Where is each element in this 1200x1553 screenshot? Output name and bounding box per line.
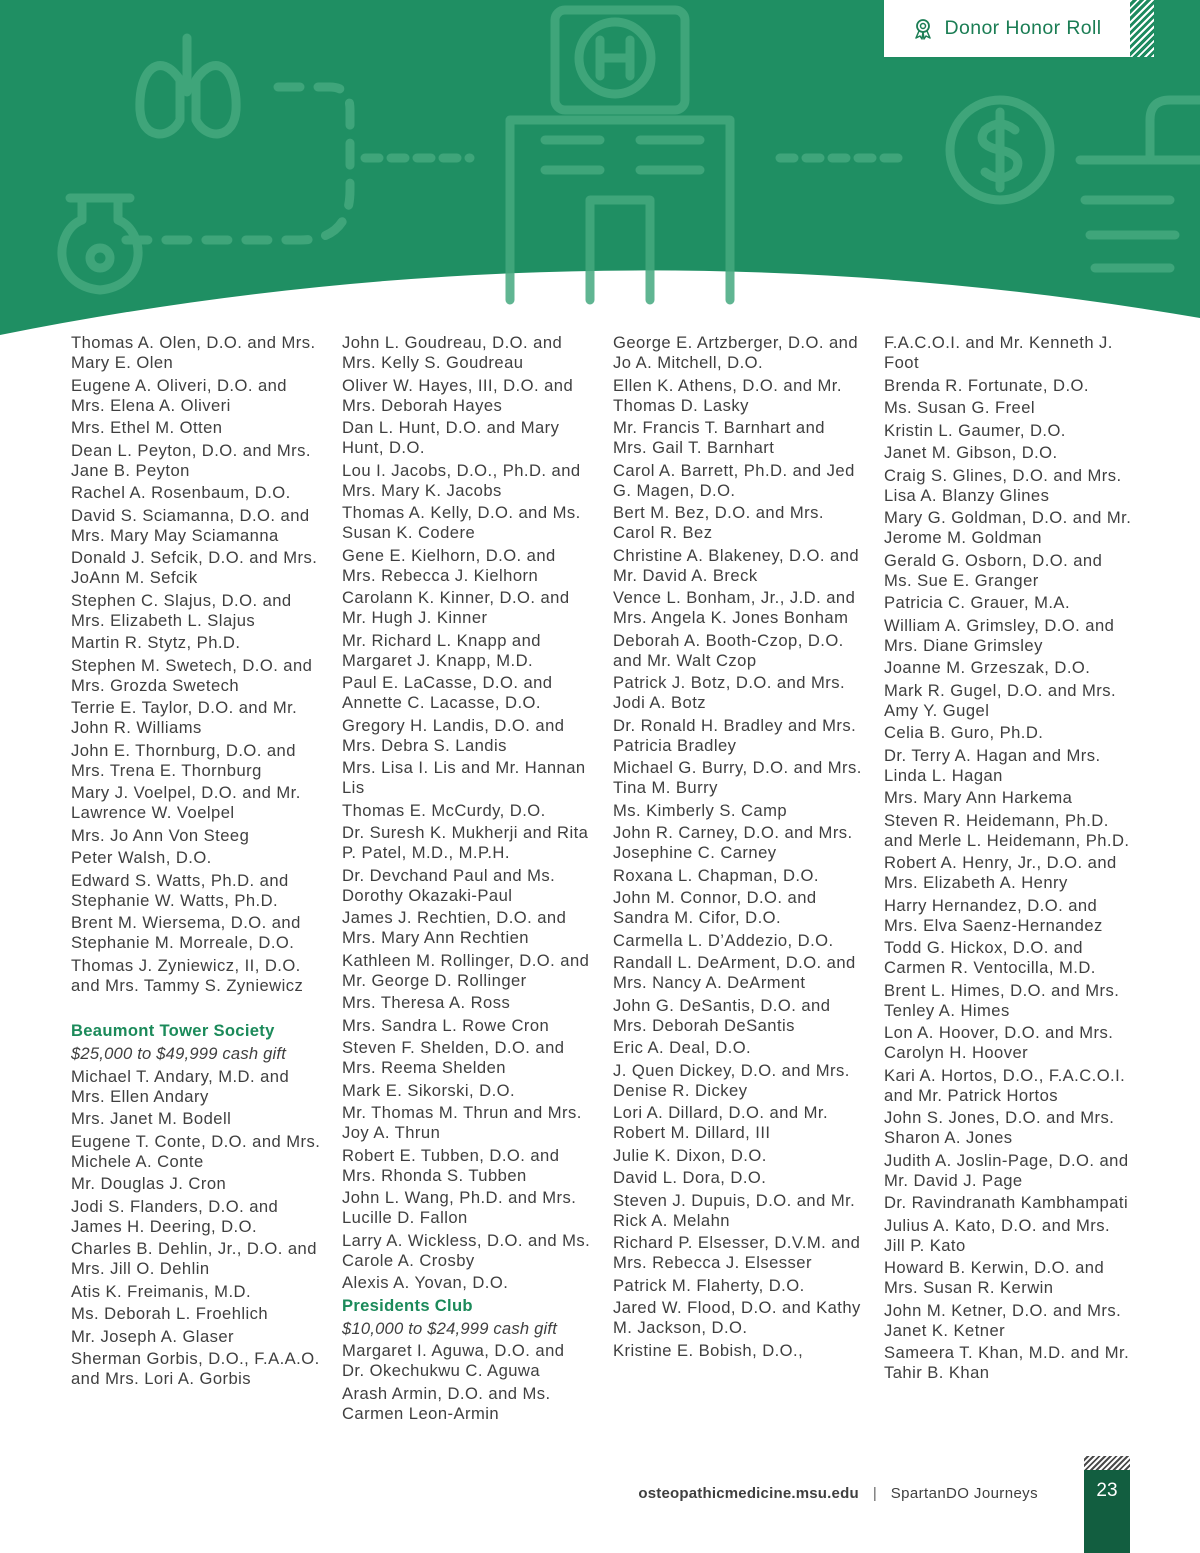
donor-entry: Mr. Francis T. Barnhart and Mrs. Gail T. Barnhart: [613, 418, 825, 457]
donor-entry: Mark E. Sikorski, D.O.: [342, 1080, 516, 1100]
donor-entry: Dan L. Hunt, D.O. and Mary Hunt, D.O.: [342, 418, 560, 457]
donor-entry: Larry A. Wickless, D.O. and Ms. Carole A. Crosby: [342, 1230, 591, 1270]
footer-separator: |: [872, 1484, 877, 1502]
donor-entry: Lou I. Jacobs, D.O., Ph.D. and Mrs. Mary K. Jacobs: [342, 460, 581, 500]
donor-entry: Brent L. Himes, D.O. and Mrs. Tenley A. Himes: [884, 980, 1120, 1020]
donor-entry: Mrs. Theresa A. Ross: [342, 993, 511, 1012]
donor-entry: Ellen K. Athens, D.O. and Mr. Thomas D. Lasky: [613, 375, 842, 415]
donor-entry: Bert M. Bez, D.O. and Mrs. Carol R. Bez: [613, 503, 824, 542]
donor-entry: Patrick J. Botz, D.O. and Mrs. Jodi A. Botz: [613, 673, 846, 712]
donor-entry: Terrie E. Taylor, D.O. and Mr. John R. Williams: [71, 698, 298, 737]
donor-entry: Mr. Richard L. Knapp and Margaret J. Knapp, M.D.: [342, 630, 541, 670]
donor-list: [71, 333, 1141, 1433]
donor-entry: Randall L. DeArment, D.O. and Mrs. Nancy A. DeArment: [613, 953, 856, 992]
donor-entry: Dr. Devchand Paul and Ms. Dorothy Okazaki-Paul: [342, 865, 556, 905]
donor-entry: Howard B. Kerwin, D.O. and Mrs. Susan R. Kerwin: [884, 1258, 1105, 1297]
donor-entry: Dr. Suresh K. Mukherji and Rita P. Patel, M.D., M.P.H.: [342, 823, 589, 862]
donor-entry: Gregory H. Landis, D.O. and Mrs. Debra S. Landis: [342, 715, 565, 755]
donor-entry: Julie K. Dixon, D.O.: [613, 1145, 767, 1165]
donor-entry: Gerald G. Osborn, D.O. and Ms. Sue E. Granger: [884, 550, 1103, 590]
donor-entry: Patricia C. Grauer, M.A.: [884, 593, 1071, 612]
donor-entry: Alexis A. Yovan, D.O.: [342, 1273, 509, 1292]
donor-entry: Martin R. Stytz, Ph.D.: [71, 633, 241, 652]
donor-entry: Harry Hernandez, D.O. and Mrs. Elva Saenz-Hernandez: [884, 895, 1103, 935]
column-1: [71, 333, 321, 1392]
donor-entry: Charles B. Dehlin, Jr., D.O. and Mrs. Jill O. Dehlin: [71, 1239, 317, 1278]
donor-entry: Ms. Deborah L. Froehlich: [71, 1304, 269, 1323]
donor-entry: Lon A. Hoover, D.O. and Mrs. Carolyn H. Hoover: [884, 1023, 1114, 1062]
donor-entry: Thomas E. McCurdy, D.O.: [342, 800, 546, 820]
donor-entry: Thomas J. Zyniewicz, II, D.O. and Mrs. Tammy S. Zyniewicz: [71, 955, 304, 995]
donor-entry: Richard P. Elsesser, D.V.M. and Mrs. Rebecca J. Elsesser: [613, 1233, 861, 1272]
donor-entry: Gene E. Kielhorn, D.O. and Mrs. Rebecca J. Kielhorn: [342, 545, 556, 585]
donor-entry: Donald J. Sefcik, D.O. and Mrs. JoAnn M. Sefcik: [71, 548, 318, 587]
donor-entry: Atis K. Freimanis, M.D.: [71, 1281, 251, 1301]
donor-entry: Mark R. Gugel, D.O. and Mrs. Amy Y. Gugel: [884, 680, 1117, 720]
donor-entry: Mrs. Sandra L. Rowe Cron: [342, 1015, 550, 1035]
donor-entry: John R. Carney, D.O. and Mrs. Josephine C. Carney: [613, 823, 853, 862]
donor-entry: Sameera T. Khan, M.D. and Mr. Tahir B. Khan: [884, 1343, 1130, 1382]
donor-entry: Mrs. Janet M. Bodell: [71, 1109, 232, 1128]
award-ribbon-icon: [912, 18, 934, 40]
donor-entry: Sherman Gorbis, D.O., F.A.A.O. and Mrs. Lori A. Gorbis: [71, 1349, 320, 1388]
donor-entry: Kathleen M. Rollinger, D.O. and Mr. George D. Rollinger: [342, 950, 590, 990]
donor-entry: Ms. Susan G. Freel: [884, 398, 1036, 417]
giving-level-range: $25,000 to $49,999 cash gift: [71, 1044, 287, 1063]
donor-entry: Patrick M. Flaherty, D.O.: [613, 1275, 805, 1295]
page-number: 23: [1096, 1480, 1118, 1501]
donor-entry: Carol A. Barrett, Ph.D. and Jed G. Magen, D.O.: [613, 460, 855, 500]
donor-entry: Rachel A. Rosenbaum, D.O.: [71, 483, 291, 502]
donor-entry: Stephen C. Slajus, D.O. and Mrs. Elizabeth L. Slajus: [71, 590, 292, 630]
donor-entry: Julius A. Kato, D.O. and Mrs. Jill P. Kato: [884, 1215, 1111, 1255]
donor-entry: David L. Dora, D.O.: [613, 1168, 767, 1187]
donor-entry: Mary J. Voelpel, D.O. and Mr. Lawrence W. Voelpel: [71, 783, 301, 822]
donor-entry: Dr. Ravindranath Kambhampati: [884, 1193, 1129, 1212]
donor-entry: Brenda R. Fortunate, D.O.: [884, 375, 1089, 395]
donor-entry: Christine A. Blakeney, D.O. and Mr. David A. Breck: [613, 545, 860, 585]
donor-entry: George E. Artzberger, D.O. and Jo A. Mitchell, D.O.: [613, 333, 859, 372]
donor-entry: Paul E. LaCasse, D.O. and Annette C. Lacasse, D.O.: [342, 673, 553, 712]
donor-entry: Kristine E. Bobish, D.O.,: [613, 1340, 804, 1360]
page-hatch-decoration: [1084, 1456, 1130, 1470]
tab-hatch-decoration: [1130, 0, 1154, 57]
donor-entry: Oliver W. Hayes, III, D.O. and Mrs. Deborah Hayes: [342, 375, 574, 415]
column-4: [884, 333, 1134, 1386]
donor-entry: Mrs. Ethel M. Otten: [71, 418, 223, 437]
donor-entry: Dr. Terry A. Hagan and Mrs. Linda L. Hagan: [884, 745, 1101, 785]
donor-entry: Celia B. Guro, Ph.D.: [884, 723, 1044, 742]
donor-entry: Joanne M. Grzeszak, D.O.: [884, 658, 1091, 677]
giving-level-range: $10,000 to $24,999 cash gift: [342, 1318, 558, 1338]
donor-entry: Craig S. Glines, D.O. and Mrs. Lisa A. Blanzy Glines: [884, 465, 1122, 505]
donor-entry: Kari A. Hortos, D.O., F.A.C.O.I. and Mr. Patrick Hortos: [884, 1065, 1126, 1105]
donor-entry: Eric A. Deal, D.O.: [613, 1038, 752, 1057]
donor-entry: Mrs. Jo Ann Von Steeg: [71, 825, 250, 845]
donor-entry: F.A.C.O.I. and Mr. Kenneth J. Foot: [884, 333, 1113, 372]
giving-level-heading: Beaumont Tower Society: [71, 1021, 275, 1040]
donor-entry: Steven R. Heidemann, Ph.D. and Merle L. Heidemann, Ph.D.: [884, 810, 1130, 850]
page-number-box: [1084, 1470, 1130, 1553]
donor-entry: Mr. Douglas J. Cron: [71, 1174, 227, 1193]
donor-entry: Jared W. Flood, D.O. and Kathy M. Jackson, D.O.: [613, 1298, 861, 1337]
donor-entry: Eugene A. Oliveri, D.O. and Mrs. Elena A. Oliveri: [71, 375, 287, 415]
donor-entry: Roxana L. Chapman, D.O.: [613, 865, 819, 885]
donor-entry: David S. Sciamanna, D.O. and Mrs. Mary May Sciamanna: [71, 505, 310, 545]
donor-entry: Peter Walsh, D.O.: [71, 848, 212, 867]
donor-entry: Janet M. Gibson, D.O.: [884, 443, 1058, 462]
donor-entry: Todd G. Hickox, D.O. and Carmen R. Ventocilla, M.D.: [884, 938, 1096, 977]
section-tab: [884, 0, 1130, 57]
donor-entry: Mr. Thomas M. Thrun and Mrs. Joy A. Thrun: [342, 1103, 582, 1142]
donor-entry: Ms. Kimberly S. Camp: [613, 800, 788, 820]
donor-entry: Robert A. Henry, Jr., D.O. and Mrs. Elizabeth A. Henry: [884, 853, 1117, 892]
donor-entry: Robert E. Tubben, D.O. and Mrs. Rhonda S. Tubben: [342, 1145, 560, 1185]
donor-entry: John L. Goudreau, D.O. and Mrs. Kelly S. Goudreau: [342, 333, 563, 372]
donor-entry: John M. Connor, D.O. and Sandra M. Cifor, D.O.: [613, 888, 817, 927]
donor-entry: Lori A. Dillard, D.O. and Mr. Robert M. Dillard, III: [613, 1103, 829, 1142]
donor-entry: Michael G. Burry, D.O. and Mrs. Tina M. Burry: [613, 758, 862, 797]
donor-entry: Mrs. Mary Ann Harkema: [884, 788, 1073, 807]
donor-entry: Deborah A. Booth-Czop, D.O. and Mr. Walt Czop: [613, 630, 844, 670]
donor-entry: Carmella L. D’Addezio, D.O.: [613, 930, 834, 950]
donor-entry: Arash Armin, D.O. and Ms. Carmen Leon-Armin: [342, 1383, 551, 1423]
donor-entry: William A. Grimsley, D.O. and Mrs. Diane Grimsley: [884, 615, 1115, 655]
donor-entry: Jodi S. Flanders, D.O. and James H. Deering, D.O.: [71, 1196, 279, 1236]
donor-entry: John G. DeSantis, D.O. and Mrs. Deborah DeSantis: [613, 995, 831, 1035]
donor-entry: Brent M. Wiersema, D.O. and Stephanie M. Morreale, D.O.: [71, 913, 301, 952]
donor-entry: Mary G. Goldman, D.O. and Mr. Jerome M. Goldman: [884, 508, 1132, 547]
donor-entry: Thomas A. Kelly, D.O. and Ms. Susan K. Codere: [342, 503, 581, 542]
donor-entry: Thomas A. Olen, D.O. and Mrs. Mary E. Olen: [71, 333, 316, 372]
donor-entry: John L. Wang, Ph.D. and Mrs. Lucille D. Fallon: [342, 1188, 577, 1227]
donor-entry: J. Quen Dickey, D.O. and Mrs. Denise R. Dickey: [613, 1060, 850, 1100]
giving-level-heading: Presidents Club: [342, 1295, 473, 1315]
donor-entry: Dr. Ronald H. Bradley and Mrs. Patricia Bradley: [613, 715, 857, 755]
footer-url: osteopathicmedicine.msu.edu: [638, 1484, 859, 1502]
column-2: [342, 333, 592, 1426]
donor-entry: Mr. Joseph A. Glaser: [71, 1326, 235, 1346]
donor-entry: James J. Rechtien, D.O. and Mrs. Mary Ann Rechtien: [342, 908, 567, 947]
page-footer: [0, 1478, 1084, 1508]
footer-publication: SpartanDO Journeys: [890, 1484, 1038, 1502]
donor-entry: Vence L. Bonham, Jr., J.D. and Mrs. Angela K. Jones Bonham: [613, 588, 856, 627]
section-title: Donor Honor Roll: [944, 17, 1102, 39]
donor-entry: Stephen M. Swetech, D.O. and Mrs. Grozda Swetech: [71, 655, 313, 695]
donor-entry: Steven J. Dupuis, D.O. and Mr. Rick A. Melahn: [613, 1190, 856, 1230]
section-spacer: [71, 998, 321, 1021]
donor-entry: Mrs. Lisa I. Lis and Mr. Hannan Lis: [342, 758, 586, 797]
donor-entry: Eugene T. Conte, D.O. and Mrs. Michele A. Conte: [71, 1131, 321, 1171]
donor-entry: Edward S. Watts, Ph.D. and Stephanie W. Watts, Ph.D.: [71, 870, 289, 910]
donor-entry: Kristin L. Gaumer, D.O.: [884, 420, 1066, 440]
donor-entry: John M. Ketner, D.O. and Mrs. Janet K. Ketner: [884, 1300, 1122, 1340]
donor-entry: John S. Jones, D.O. and Mrs. Sharon A. Jones: [884, 1108, 1115, 1147]
donor-entry: John E. Thornburg, D.O. and Mrs. Trena E. Thornburg: [71, 740, 296, 780]
donor-entry: Margaret I. Aguwa, D.O. and Dr. Okechukwu C. Aguwa: [342, 1341, 565, 1380]
donor-entry: Steven F. Shelden, D.O. and Mrs. Reema Shelden: [342, 1038, 565, 1077]
donor-entry: Carolann K. Kinner, D.O. and Mr. Hugh J. Kinner: [342, 588, 570, 627]
donor-entry: Judith A. Joslin-Page, D.O. and Mr. David J. Page: [884, 1150, 1129, 1190]
column-3: [613, 333, 863, 1363]
donor-entry: Dean L. Peyton, D.O. and Mrs. Jane B. Peyton: [71, 440, 311, 480]
donor-entry: Michael T. Andary, M.D. and Mrs. Ellen Andary: [71, 1066, 290, 1106]
